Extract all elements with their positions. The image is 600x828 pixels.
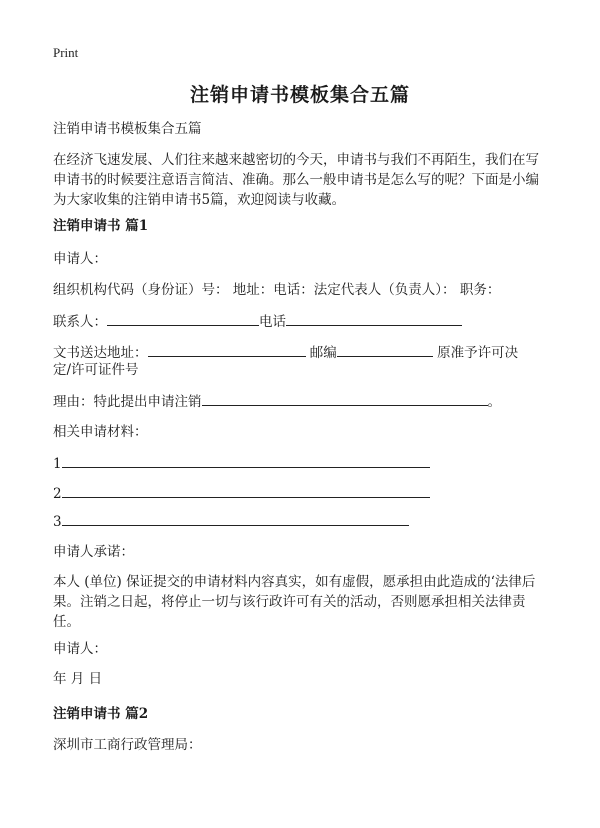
contact-line: [53, 311, 462, 332]
applicant-sign: 申请人：: [53, 641, 107, 657]
permit-text-2: 定/许可证件号: [53, 362, 139, 378]
applicant-line: 申请人：: [53, 251, 107, 267]
material-item-2: [53, 483, 430, 504]
section2-heading: 注销申请书 篇2: [53, 706, 149, 722]
reason-line: [53, 391, 501, 412]
material-blank-1[interactable]: [62, 453, 430, 468]
intro-paragraph: 在经济飞速发展、人们往来越来越密切的今天，申请书与我们不再陌生，我们在写申请书的时候要注意语言简洁、准确。那么一般申请书是怎么写的呢？下面是小编为大家收集的注销申请书5篇，欢迎阅读与收藏。: [53, 152, 539, 208]
contact-label: 联系人：: [53, 314, 107, 330]
subtitle: 注销申请书模板集合五篇: [53, 121, 202, 137]
phone-blank[interactable]: [286, 311, 462, 326]
reason-end: 。: [487, 394, 501, 410]
org-info-line: 组织机构代码（身份证）号： 地址：电话：法定代表人（负责人）： 职务：: [53, 282, 501, 298]
material-item-3: [53, 511, 409, 532]
item-number: 1: [53, 456, 62, 472]
item-number: 3: [53, 514, 62, 530]
section1-heading: 注销申请书 篇1: [53, 218, 149, 234]
reason-label: 理由：特此提出申请注销: [53, 394, 202, 410]
materials-label: 相关申请材料：: [53, 424, 148, 440]
postcode-label: 邮编: [309, 345, 337, 361]
phone-label: 电话: [259, 314, 286, 330]
postcode-blank[interactable]: [337, 342, 433, 357]
address-blank[interactable]: [148, 342, 306, 357]
date-line: 年 月 日: [53, 671, 103, 687]
material-blank-2[interactable]: [62, 483, 430, 498]
print-link[interactable]: Print: [53, 45, 79, 60]
reason-blank[interactable]: [202, 391, 488, 406]
material-item-1: [53, 453, 430, 474]
material-blank-3[interactable]: [62, 511, 409, 526]
page-title: 注销申请书模板集合五篇: [189, 84, 410, 106]
addressee-line: 深圳市工商行政管理局：: [53, 737, 202, 753]
address-label: 文书送达地址：: [53, 345, 148, 361]
promise-paragraph: 本人 (单位) 保证提交的申请材料内容真实，如有虚假，愿承担由此造成的‘法律后果。注销之日起，将停止一切与该行政许可有关的活动，否则愿承担相关法律责任。: [53, 574, 536, 630]
promise-label: 申请人承诺：: [53, 544, 134, 560]
item-number: 2: [53, 486, 62, 502]
contact-blank[interactable]: [107, 311, 259, 326]
permit-text-1: 原准予许可决: [437, 345, 519, 361]
